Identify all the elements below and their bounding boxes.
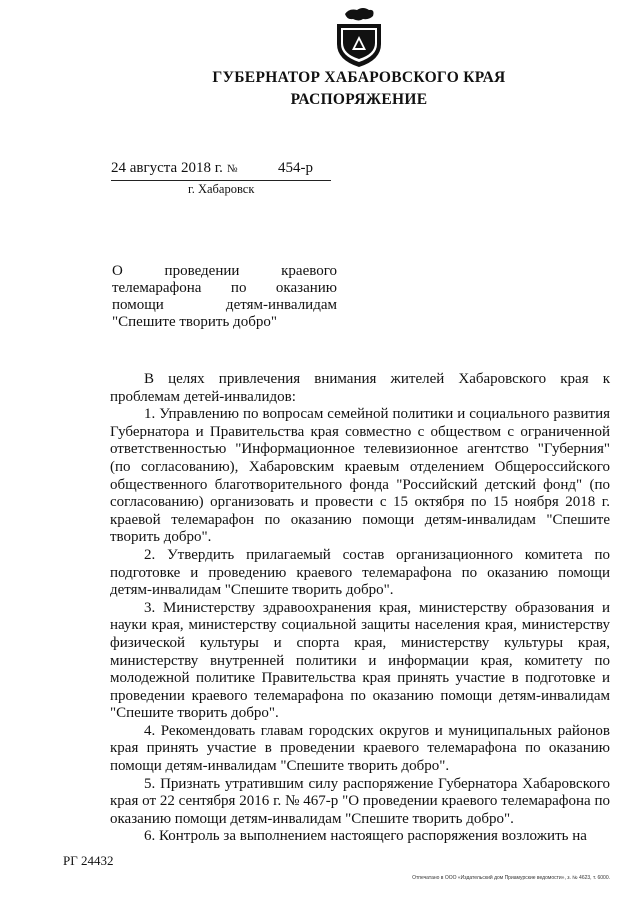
paragraph-6: 6. Контроль за выполнением настоящего распоряжения возложить на [144, 828, 587, 845]
document-subject: О проведении краевого телемарафона по оказанию помощи детям-инвалидам "Спешите творить добро" [112, 263, 337, 330]
date-number-line [111, 159, 331, 181]
number-label: № [227, 163, 238, 175]
document-date: 24 августа 2018 г. [111, 160, 223, 176]
issuer-title: ГУБЕРНАТОР ХАБАРОВСКОГО КРАЯ [212, 69, 506, 86]
document-code: РГ 24432 [63, 853, 114, 868]
paragraph-3: 3. Министерству здравоохранения края, министерству образования и науки края, министерству социальной защиты населения края, министерству физической культуры и спорта края, министерству культуры края, министерству внутренней политики и информации края, комитету по молодежной политике Правительства края принять участие в подготовке и проведении краевого телемарафона по оказанию помощи детям-инвалидам "Спешите творить добро". [110, 599, 610, 722]
paragraph-5: 5. Признать утратившим силу распоряжение Губернатора Хабаровского края от 22 сентября 2016 г. № 467-р "О проведении краевого телемарафона по оказанию помощи детям-инвалидам "Спешите творить добро". [110, 775, 610, 827]
document-type: РАСПОРЯЖЕНИЕ [290, 91, 428, 108]
coat-of-arms-icon [333, 6, 385, 68]
paragraph-preamble: В целях привлечения внимания жителей Хабаровского края к проблемам детей-инвалидов: [110, 371, 610, 405]
paragraph-2: 2. Утвердить прилагаемый состав организационного комитета по подготовке и проведению краевого телемарафона по оказанию помощи детям-инвалидам "Спешите творить добро". [110, 546, 610, 599]
paragraph-4: 4. Рекомендовать главам городских округов и муниципальных районов края принять участие в проведении краевого телемарафона по оказанию помощи детям-инвалидам "Спешите творить добро". [110, 722, 610, 775]
paragraph-1: 1. Управлению по вопросам семейной политики и социального развития Губернатора и Правительства края совместно с обществом с ограниченной ответственностью "Информационное телевизионное агентство "Губерния" (по согласованию), Хабаровским краевым отделением Общероссийского общественного благотворительного фонда "Российский детский фонд" (по согласованию) организовать и провести с 15 октября по 15 ноября 2018 г. краевой телемарафон по оказанию помощи детям-инвалидам "Спешите творить добро". [110, 406, 610, 546]
document-city: г. Хабаровск [188, 182, 255, 196]
document-body [110, 371, 610, 846]
document-number: 454-р [278, 160, 313, 176]
printer-imprint: Отпечатано в ООО «Издательский дом Приамурские ведомости», з. № 4623, т. 6000. [412, 875, 610, 881]
